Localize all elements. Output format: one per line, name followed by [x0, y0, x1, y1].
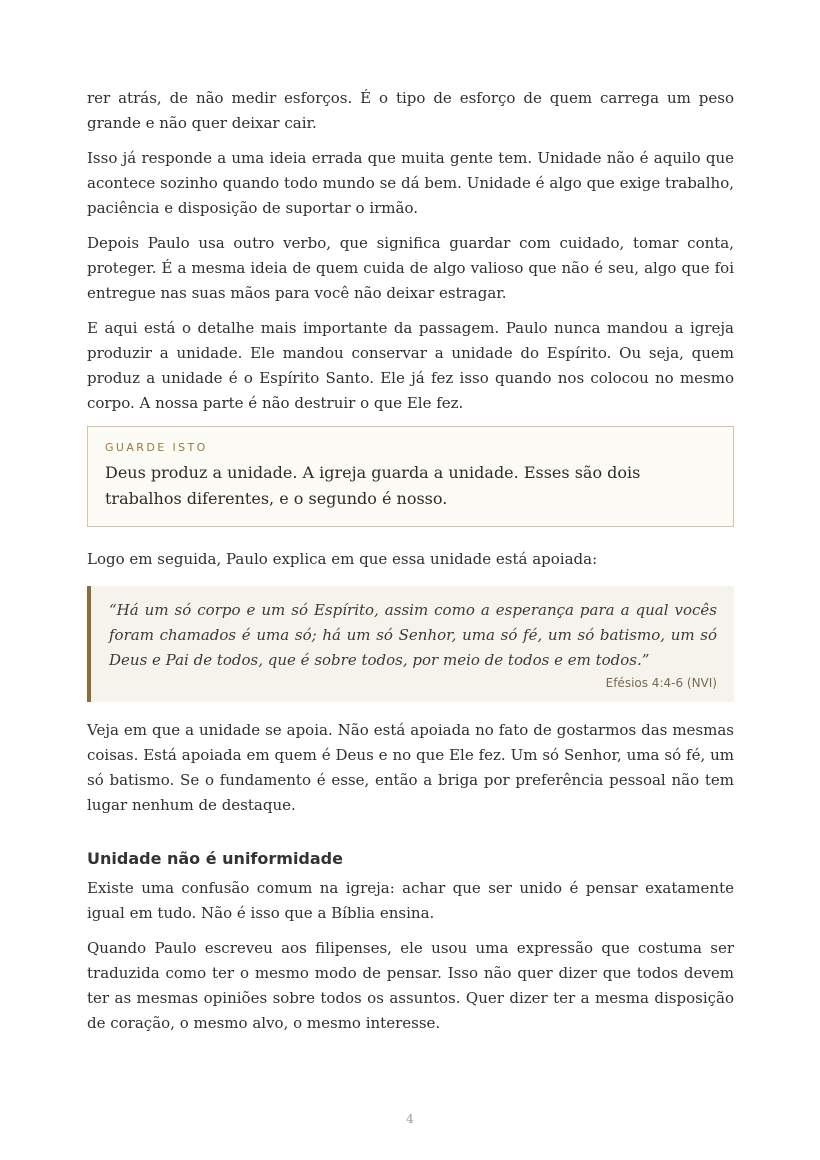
- body-paragraph: Veja em que a unidade se apoia. Não está apoiada no fato de gostarmos das mesmas coisas. Está apoiada em quem é Deus e no que Ele fez. Um só Senhor, uma só fé, um só batismo. Se o fundamento é esse, então a briga por preferência pessoal não tem lugar nenhum de destaque.: [87, 721, 734, 814]
- body-paragraph: Existe uma confusão comum na igreja: achar que ser unido é pensar exatamente igual em tudo. Não é isso que a Bíblia ensina.: [87, 879, 734, 922]
- lead-in-paragraph: Logo em seguida, Paulo explica em que essa unidade está apoiada:: [87, 550, 598, 568]
- section-heading: Unidade não é uniformidade: [87, 849, 343, 868]
- callout-text: Deus produz a unidade. A igreja guarda a unidade. Esses são dois trabalhos diferentes, e o segundo é nosso.: [105, 463, 641, 508]
- body-paragraph: Isso já responde a uma ideia errada que muita gente tem. Unidade não é aquilo que acontece sozinho quando todo mundo se dá bem. Unidade é algo que exige trabalho, paciência e disposição de suportar o irmão.: [87, 149, 734, 217]
- page-content: [87, 86, 734, 1046]
- quote-text: “Há um só corpo e um só Espírito, assim como a esperança para a qual vocês foram chamados é uma só; há um só Senhor, uma só fé, um só batismo, um só Deus e Pai de todos, que é sobre todos, por meio de todos e em todos.”: [109, 601, 717, 669]
- body-paragraph: E aqui está o detalhe mais importante da passagem. Paulo nunca mandou a igreja produzir a unidade. Ele mandou conservar a unidade do Espírito. Ou seja, quem produz a unidade é o Espírito Santo. Ele já fez isso quando nos colocou no mesmo corpo. A nossa parte é não destruir o que Ele fez.: [87, 319, 734, 412]
- page-number: 4: [406, 1112, 414, 1126]
- callout-label: GUARDE ISTO: [105, 441, 208, 454]
- body-paragraph: rer atrás, de não medir esforços. É o tipo de esforço de quem carrega um peso grande e não quer deixar cair.: [87, 89, 734, 132]
- quote-reference: Efésios 4:4-6 (NVI): [605, 676, 717, 690]
- body-paragraph: Quando Paulo escreveu aos filipenses, ele usou uma expressão que costuma ser traduzida como ter o mesmo modo de pensar. Isso não quer dizer que todos devem ter as mesmas opiniões sobre todos os assuntos. Quer dizer ter a mesma disposição de coração, o mesmo alvo, o mesmo interesse.: [87, 939, 734, 1032]
- scripture-quote: [87, 586, 734, 702]
- body-paragraph: Depois Paulo usa outro verbo, que significa guardar com cuidado, tomar conta, proteger. É a mesma ideia de quem cuida de algo valioso que não é seu, algo que foi entregue nas suas mãos para você não deixar estragar.: [87, 234, 734, 302]
- callout-box: [87, 426, 734, 527]
